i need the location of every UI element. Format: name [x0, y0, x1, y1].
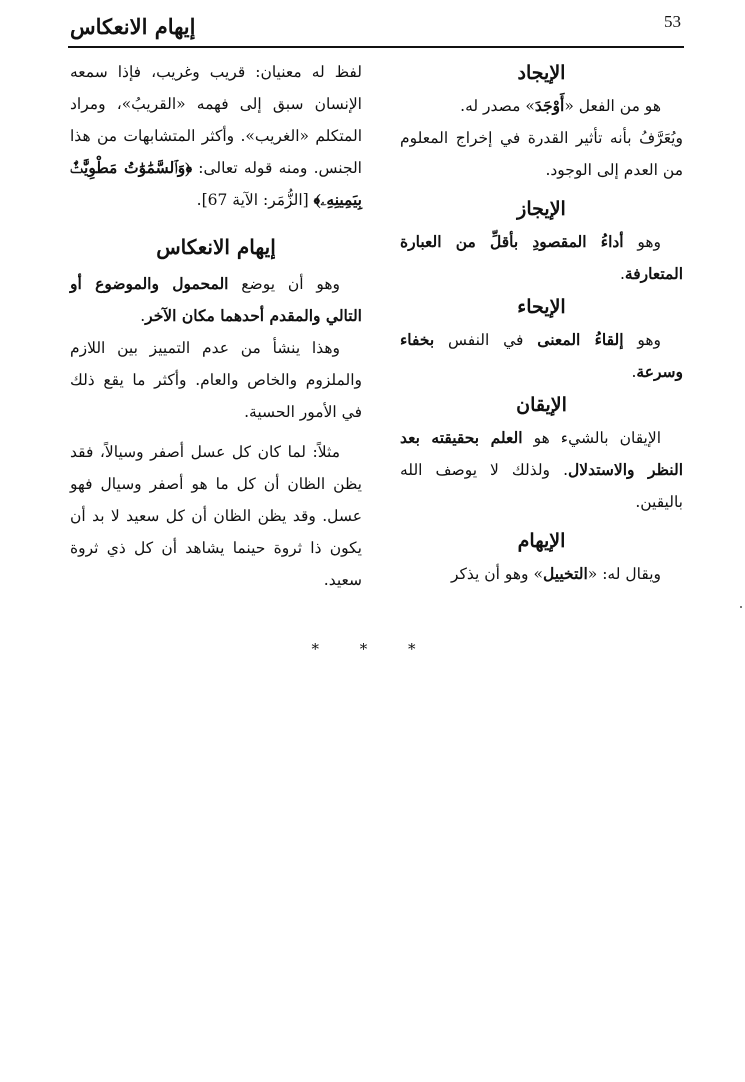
right-column [400, 56, 683, 590]
term-iqan: الإيقان [516, 394, 567, 416]
bold-phrase: المحمول والموضوع أو التالي والمقدم أحدهما مكان الآخر [70, 274, 362, 325]
verse-reference: [الزُّمَر: الآية 67]. [196, 191, 314, 209]
iham-inikas-paragraph-1 [70, 268, 362, 332]
term-ijad: الإيجاد [517, 62, 566, 84]
iham-paragraph [400, 558, 683, 590]
bold-phrase: العلم بحقيقته بعد النظر والاستدلال [400, 428, 683, 479]
term-ihaa: الإيحاء [517, 296, 566, 318]
text-span: وهو [623, 331, 662, 349]
text-span: » وهو أن يذكر [450, 565, 543, 583]
text-span: . [619, 265, 625, 283]
text-span: ويقال له: « [587, 565, 661, 583]
text-span: وهو [623, 233, 662, 251]
scan-speck [740, 606, 742, 608]
bold-phrase: أداءُ المقصودِ بأقلِّ من العبارة المتعارفة [400, 232, 683, 283]
text-span: وهو أن يوضع [228, 275, 340, 293]
text-span: الإيقان بالشيء هو [522, 429, 662, 447]
bold-word: أَوْجَدَ [534, 96, 565, 115]
ijad-paragraph-2: ويُعَرَّفُ بأنه تأثير القدرة في إخراج المعلوم من العدم إلى الوجود. [400, 129, 683, 179]
bold-phrase: إلقاءُ المعنى [537, 330, 624, 349]
text-span: . [631, 363, 637, 381]
ijaz-paragraph [400, 226, 683, 290]
iqan-paragraph [400, 422, 683, 518]
text-span: هو من الفعل « [564, 97, 661, 115]
text-span: » مصدر له. [460, 97, 535, 115]
bold-word: التخييل [542, 564, 588, 583]
term-iham: الإيهام [517, 530, 566, 552]
running-title: إيهام الانعكاس [70, 14, 196, 39]
ijad-paragraph-1 [400, 90, 683, 122]
iham-inikas-paragraph-3: مثلاً: لما كان كل عسل أصفر وسيالاً، فقد يظن الظان أن كل ما هو أصفر وسيال فهو عسل. وقد يظن الظان أن كل سعيد لا بد أن يكون ذا ثروة حينما يشاهد أن كل ذي ثروة سعيد. [70, 443, 362, 589]
text-span: . ولذلك لا يوصف الله باليقين. [400, 461, 683, 511]
section-separator: * * * [311, 640, 434, 658]
bold-phrase: بخفاء وسرعة [400, 330, 683, 381]
iham-inikas-paragraph-2: وهذا ينشأ من عدم التمييز بين اللازم والملزوم والخاص والعام. وأكثر ما يقع ذلك في الأمور الحسية. [70, 339, 362, 421]
iham-continuation [70, 56, 362, 216]
text-span: في النفس [434, 331, 538, 349]
term-ijaz: الإيجاز [517, 198, 566, 220]
header-rule [68, 46, 684, 48]
page-number: 53 [664, 12, 681, 31]
quran-verse: ﴿وَٱلسَّمَٰوَٰتُ مَطْوِيَّٰتٌۢ بِيَمِينِهِۦ﴾ [70, 158, 362, 209]
left-column [70, 56, 362, 596]
text-span: لفظ له معنيان: قريب وغريب، فإذا سمعه الإنسان سبق إلى فهمه «القريبُ»، ومراد المتكلم «الغريب». وأكثر المتشابهات من هذا الجنس. ومنه قوله تعالى: [70, 63, 362, 177]
text-span: . [140, 307, 146, 325]
ihaa-paragraph [400, 324, 683, 388]
term-iham-inikas: إيهام الانعكاس [156, 235, 276, 259]
